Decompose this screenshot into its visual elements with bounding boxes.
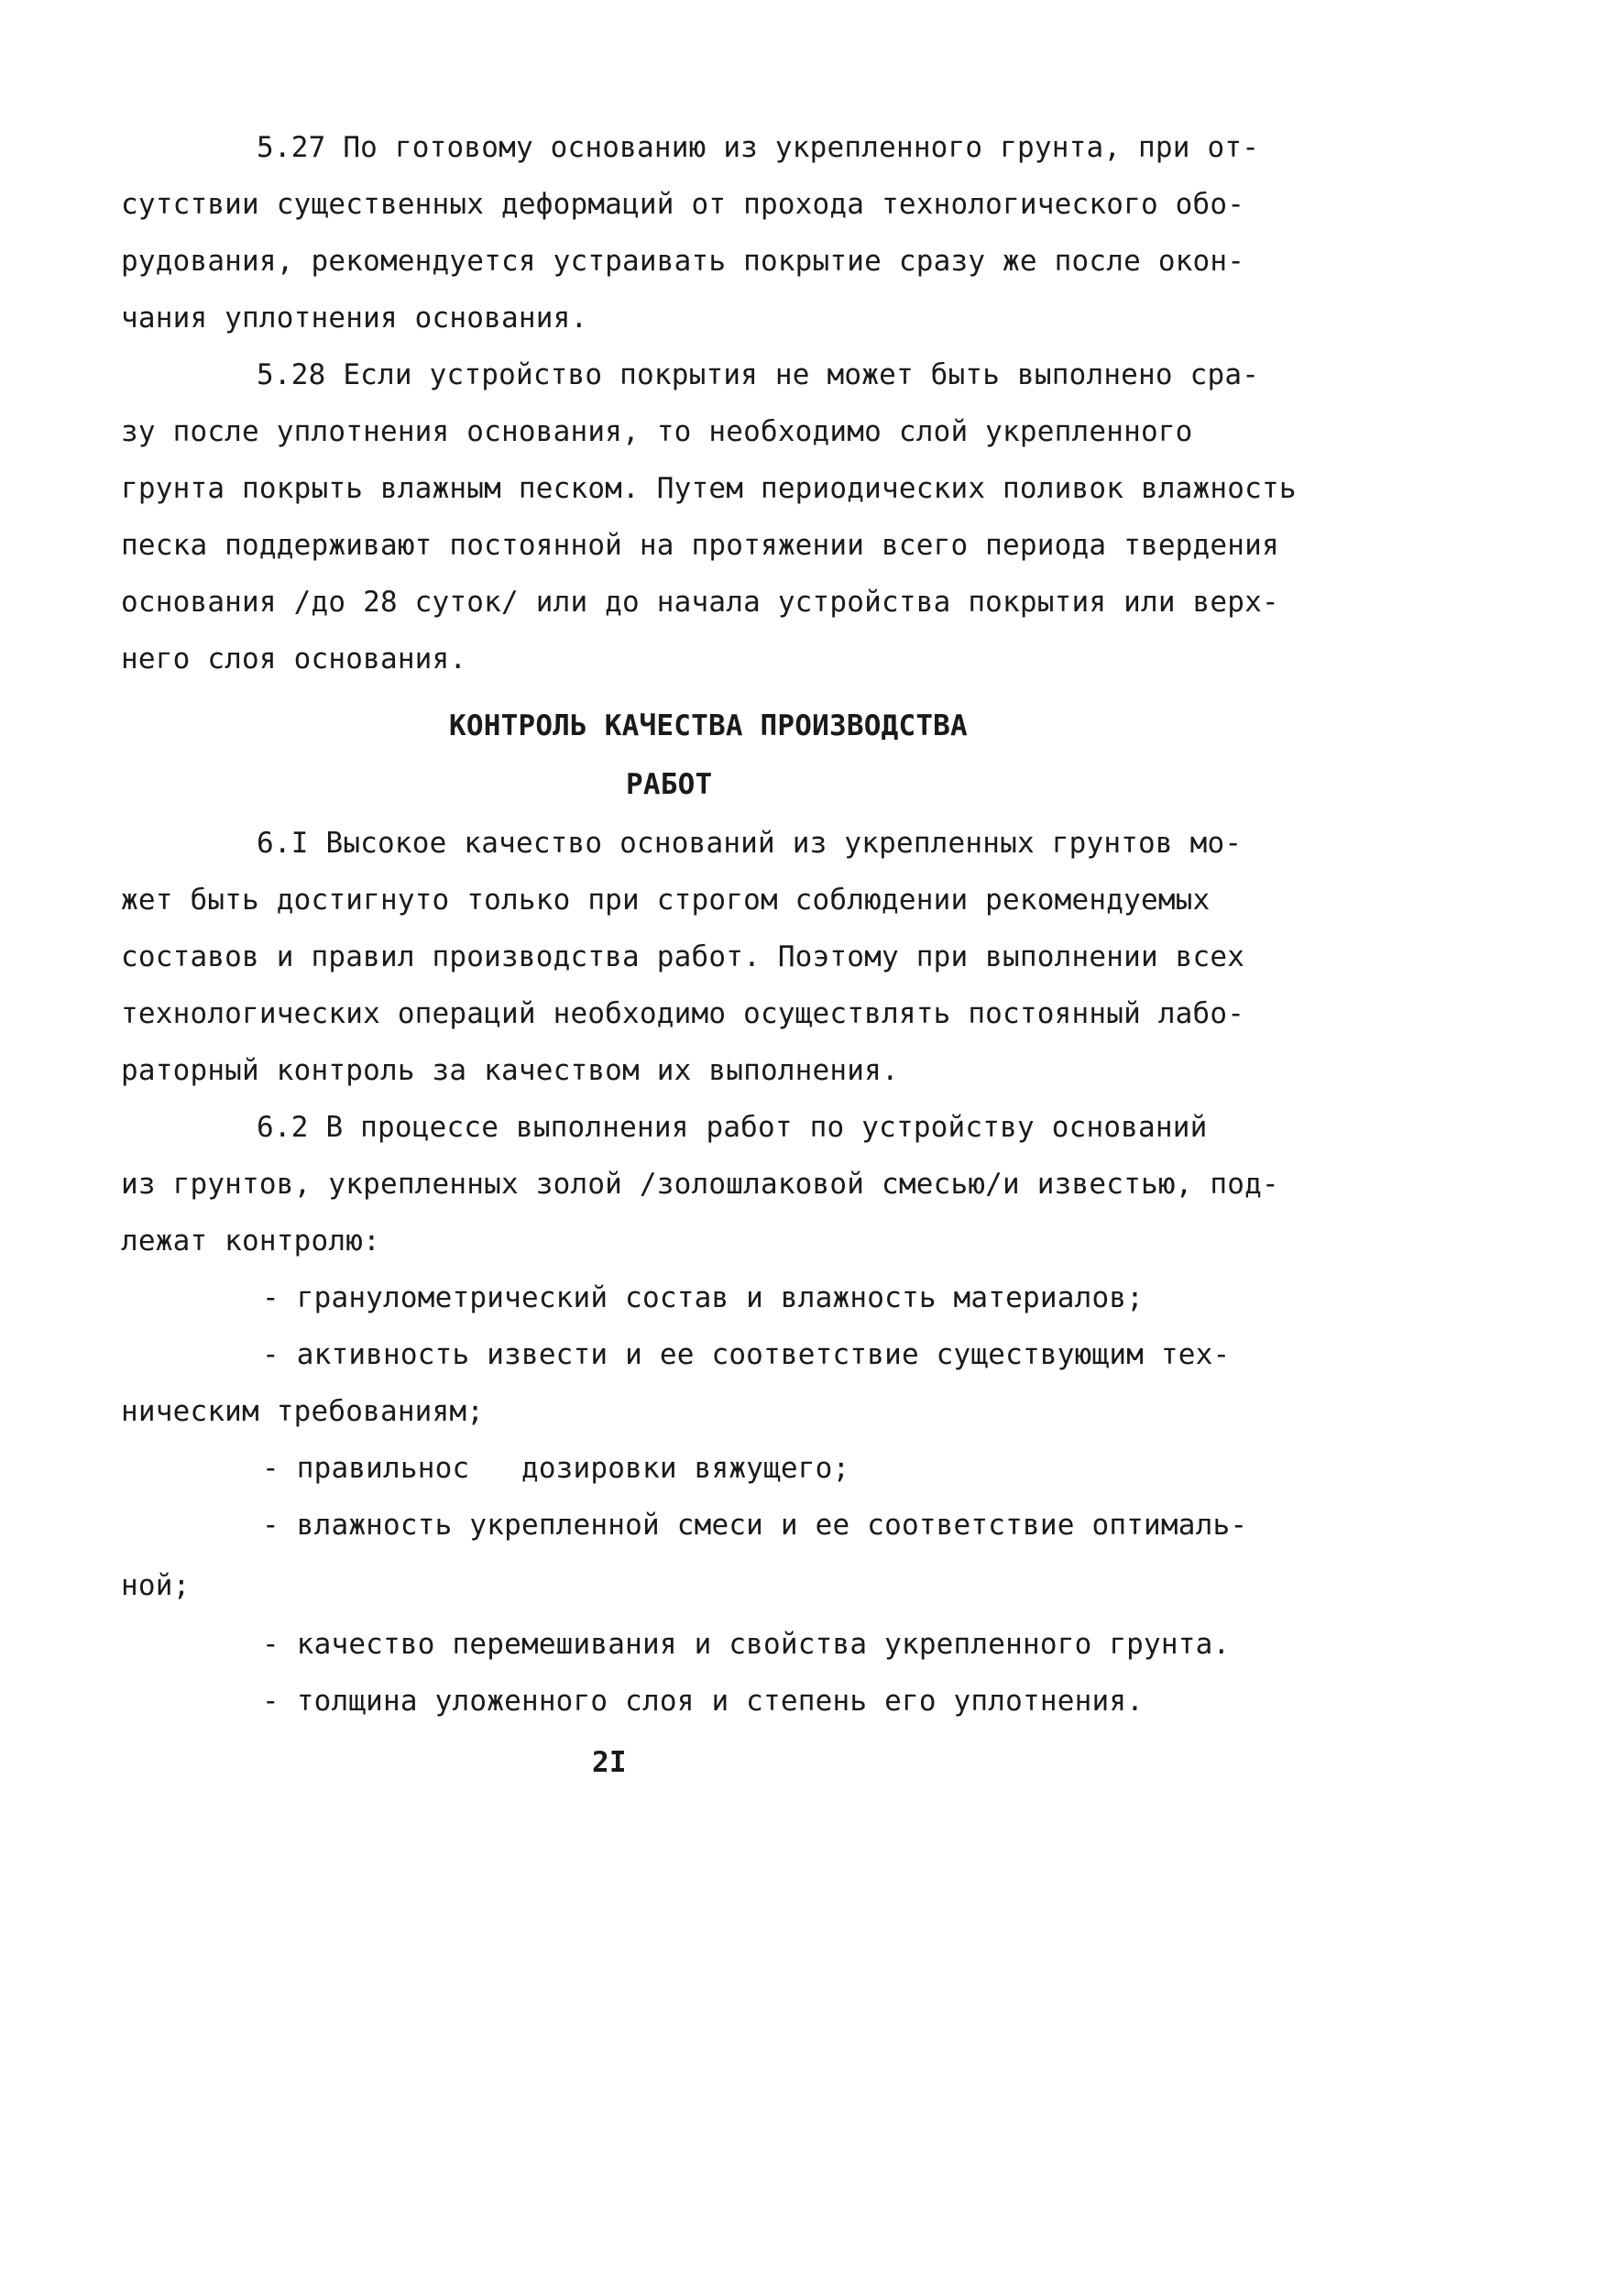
paragraph-5-28-line-6: него слоя основания. <box>121 643 467 676</box>
paragraph-6-1-line-2: жет быть достигнуто только при строгом соблюдении рекомендуемых <box>121 884 1211 917</box>
paragraph-6-2-line-1: 6.2 В процессе выполнения работ по устройству оснований <box>257 1111 1208 1144</box>
paragraph-6-1-line-4: технологических операций необходимо осуществлять постоянный лабо- <box>121 997 1245 1030</box>
paragraph-6-2-line-3: лежат контролю: <box>121 1225 380 1258</box>
list-item-continued: ной; <box>121 1569 191 1602</box>
section-heading-continued: РАБОТ <box>626 768 713 801</box>
list-item: - гранулометрический состав и влажность материалов; <box>262 1281 1145 1314</box>
page-number: 2I <box>592 1746 627 1779</box>
list-item: - толщина уложенного слоя и степень его уплотнения. <box>262 1685 1145 1718</box>
paragraph-5-27-line-4: чания уплотнения основания. <box>121 302 588 335</box>
paragraph-6-1-line-3: составов и правил производства работ. Поэтому при выполнении всех <box>121 940 1245 973</box>
paragraph-5-27-line-2: сутствии существенных деформаций от прохода технологического обо- <box>121 188 1245 221</box>
paragraph-6-1-line-5: раторный контроль за качеством их выполнения. <box>121 1054 899 1087</box>
paragraph-5-28-line-5: основания /до 28 суток/ или до начала устройства покрытия или верх- <box>121 586 1279 619</box>
list-item: - правильнос дозировки вяжущего; <box>262 1452 850 1485</box>
paragraph-5-27-line-3: рудования, рекомендуется устраивать покрытие сразу же после окон- <box>121 245 1245 278</box>
list-item: - влажность укрепленной смеси и ее соответствие оптималь- <box>262 1509 1248 1542</box>
paragraph-6-1-line-1: 6.I Высокое качество оснований из укрепленных грунтов мо- <box>257 827 1243 860</box>
paragraph-6-2-line-2: из грунтов, укрепленных золой /золошлаковой смесью/и известью, под- <box>121 1168 1279 1201</box>
section-heading: КОНТРОЛЬ КАЧЕСТВА ПРОИЗВОДСТВА <box>449 709 968 742</box>
paragraph-5-27-line-1: 5.27 По готовому основанию из укрепленного грунта, при от- <box>257 131 1260 164</box>
paragraph-5-28-line-4: песка поддерживают постоянной на протяжении всего периода твердения <box>121 529 1279 562</box>
paragraph-5-28-line-1: 5.28 Если устройство покрытия не может быть выполнено сра- <box>257 358 1260 391</box>
list-item-continued: ническим требованиям; <box>121 1395 485 1428</box>
paragraph-5-28-line-3: грунта покрыть влажным песком. Путем периодических поливок влажность <box>121 472 1297 505</box>
list-item: - качество перемешивания и свойства укрепленного грунта. <box>262 1628 1231 1661</box>
list-item: - активность извести и ее соответствие существующим тех- <box>262 1338 1231 1371</box>
paragraph-5-28-line-2: зу после уплотнения основания, то необходимо слой укрепленного <box>121 415 1193 448</box>
